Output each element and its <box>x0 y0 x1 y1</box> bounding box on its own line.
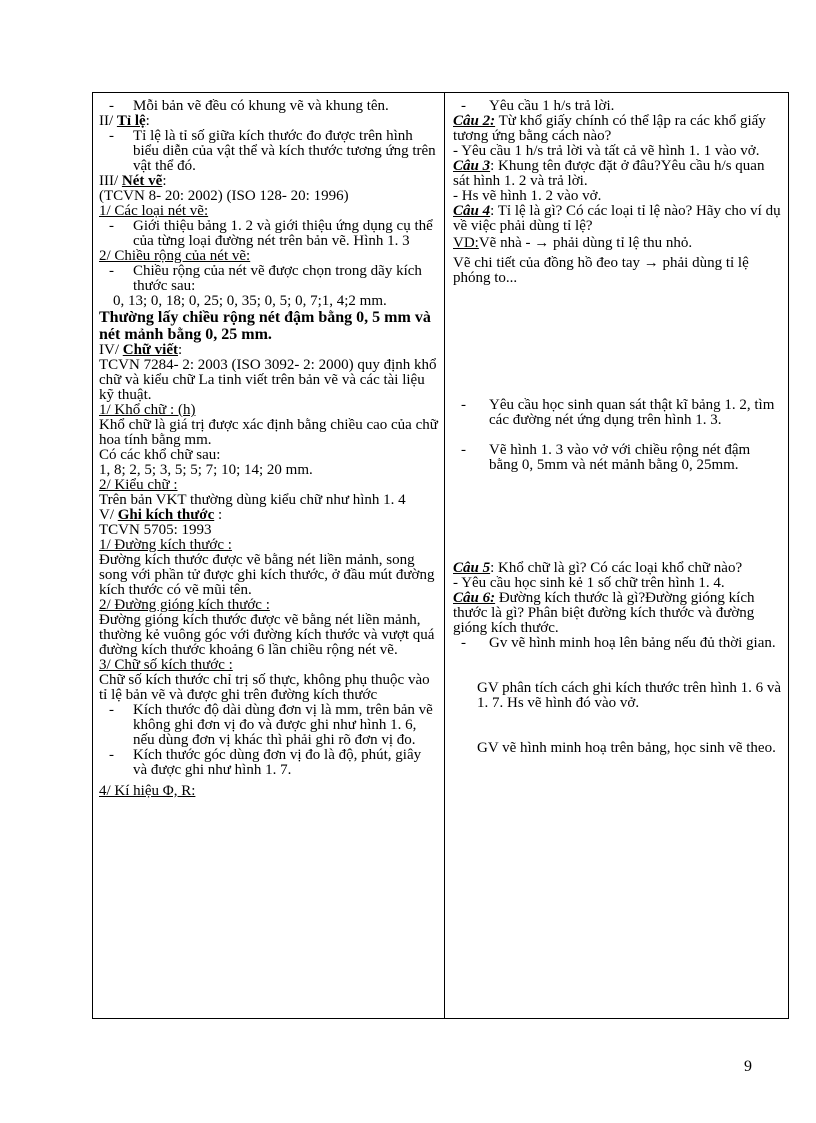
list-item: - Vẽ hình 1. 3 vào vở với chiều rộng nét đậm bằng 0, 5mm và nét mảnh bằng 0, 25mm. <box>461 442 751 473</box>
question: Câu 4: Tỉ lệ là gì? Có các loại tỉ lệ nào? Hãy cho ví dụ về việc phải dùng tỉ lệ? <box>453 203 781 234</box>
subheading: 2/ Chiều rộng của nét vẽ: <box>99 248 251 264</box>
paragraph: Có các khổ chữ sau: <box>99 447 221 463</box>
paragraph: TCVN 7284- 2: 2003 (ISO 3092- 2: 2000) quy định khổ chữ và kiểu chữ La tinh viết trên bản vẽ và các tài liệu kỹ thuật. <box>99 357 437 403</box>
subheading: 2/ Kiểu chữ : <box>99 477 178 493</box>
list-item: - Chiều rộng của nét vẽ được chọn trong dãy kích thước sau: <box>109 263 422 294</box>
paragraph: GV vẽ hình minh hoạ trên bảng, học sinh vẽ theo. <box>477 740 776 756</box>
paragraph: GV phân tích cách ghi kích thước trên hình 1. 6 và 1. 7. Hs vẽ hình đó vào vở. <box>477 680 782 711</box>
paragraph: 1, 8; 2, 5; 3, 5; 5; 7; 10; 14; 20 mm. <box>99 462 313 478</box>
subheading: 1/ Khổ chữ : (h) <box>99 402 196 418</box>
example: VD:Vẽ nhà - → phải dùng tỉ lệ thu nhỏ. <box>453 235 693 251</box>
list-item: - Giới thiệu bảng 1. 2 và giới thiệu ứng dụng cụ thể của từng loại đường nét trên bản vẽ. Hình 1. 3 <box>109 218 433 249</box>
question: Câu 2: Từ khổ giấy chính có thể lập ra các khổ giấy tương ứng bằng cách nào? <box>453 113 766 144</box>
subheading: 4/ Kí hiệu Φ, R: <box>99 783 196 799</box>
subheading: 1/ Đường kích thước : <box>99 537 232 553</box>
activity-column <box>445 93 788 1018</box>
list-item: - Yêu cầu học sinh quan sát thật kĩ bảng 1. 2, tìm các đường nét ứng dụng trên hình 1. 3. <box>461 397 775 428</box>
list-item: - Kích thước độ dài dùng đơn vị là mm, trên bản vẽ không ghi đơn vị đo và được ghi như hình 1. 6, nếu dùng đơn vị khác thì phải ghi rõ đơn vị đo. <box>109 702 433 748</box>
section-heading: IV/ Chữ viết: <box>99 342 183 358</box>
section-heading: V/ Ghi kích thước : <box>99 507 223 523</box>
paragraph: Đường gióng kích thước được vẽ bằng nét liền mảnh, thường kẻ vuông góc với đường kích thước và vượt quá đường kích thước khoảng 6 lần chiều rộng nét vẽ. <box>99 612 435 658</box>
paragraph: - Yêu cầu học sinh kẻ 1 số chữ trên hình 1. 4. <box>453 575 725 591</box>
paragraph: Chữ số kích thước chỉ trị số thực, không phụ thuộc vào tỉ lệ bản vẽ và được ghi trên đường kích thước <box>99 672 430 703</box>
subheading: 3/ Chữ số kích thước : <box>99 657 233 673</box>
list-item: - Mỗi bản vẽ đều có khung vẽ và khung tên. <box>109 98 389 114</box>
content-column <box>93 93 445 1018</box>
paragraph: - Hs vẽ hình 1. 2 vào vở. <box>453 188 602 204</box>
paragraph: Trên bản VKT thường dùng kiểu chữ như hình 1. 4 <box>99 492 406 508</box>
spacer <box>453 651 782 681</box>
subheading: 2/ Đường gióng kích thước : <box>99 597 270 613</box>
lesson-table <box>92 92 789 1019</box>
paragraph: (TCVN 8- 20: 2002) (ISO 128- 20: 1996) <box>99 188 349 204</box>
spacer <box>453 711 782 741</box>
bold-note: Thường lấy chiều rộng nét đậm bằng 0, 5 mm và nét mảnh bằng 0, 25 mm. <box>99 309 431 343</box>
question: Câu 5: Khổ chữ là gì? Có các loại khổ chữ nào? <box>453 560 743 576</box>
list-item: - Yêu cầu 1 h/s trả lời. <box>461 98 615 114</box>
paragraph: TCVN 5705: 1993 <box>99 522 212 538</box>
question: Câu 3: Khung tên được đặt ở đâu?Yêu cầu h/s quan sát hình 1. 2 và trả lời. <box>453 158 765 189</box>
spacer <box>453 428 782 443</box>
subheading: 1/ Các loại nét vẽ: <box>99 203 209 219</box>
paragraph: Khổ chữ là giá trị được xác định bằng chiều cao của chữ hoa tính bằng mm. <box>99 417 438 448</box>
paragraph: 0, 13; 0, 18; 0, 25; 0, 35; 0, 5; 0, 7;1, 4;2 mm. <box>113 293 387 309</box>
page-number: 9 <box>744 1058 752 1075</box>
list-item: - Gv vẽ hình minh hoạ lên bảng nếu đủ thời gian. <box>461 635 776 651</box>
question: Câu 6: Đường kích thước là gì?Đường gióng kích thước là gì? Phân biệt đường kích thước và đường gióng kích thước. <box>453 590 755 636</box>
section-heading: III/ Nét vẽ: <box>99 173 167 189</box>
section-heading: II/ Tỉ lệ: <box>99 113 150 129</box>
paragraph: Vẽ chi tiết của đồng hồ đeo tay → phải dùng tỉ lệ phóng to... <box>453 255 749 286</box>
list-item: - Kích thước góc dùng đơn vị đo là độ, phút, giây và được ghi như hình 1. 7. <box>109 747 422 778</box>
paragraph: - Yêu cầu 1 h/s trả lời và tất cả vẽ hình 1. 1 vào vở. <box>453 143 760 159</box>
list-item: - Tỉ lệ là tỉ số giữa kích thước đo được trên hình biểu diễn của vật thể và kích thước tương ứng trên vật thể đó. <box>109 128 436 174</box>
spacer <box>453 473 782 561</box>
spacer <box>453 286 782 398</box>
paragraph: Đường kích thước được vẽ bằng nét liền mảnh, song song với phần tử được ghi kích thước, ở đầu mút đường kích thước có vẽ mũi tên. <box>99 552 435 598</box>
